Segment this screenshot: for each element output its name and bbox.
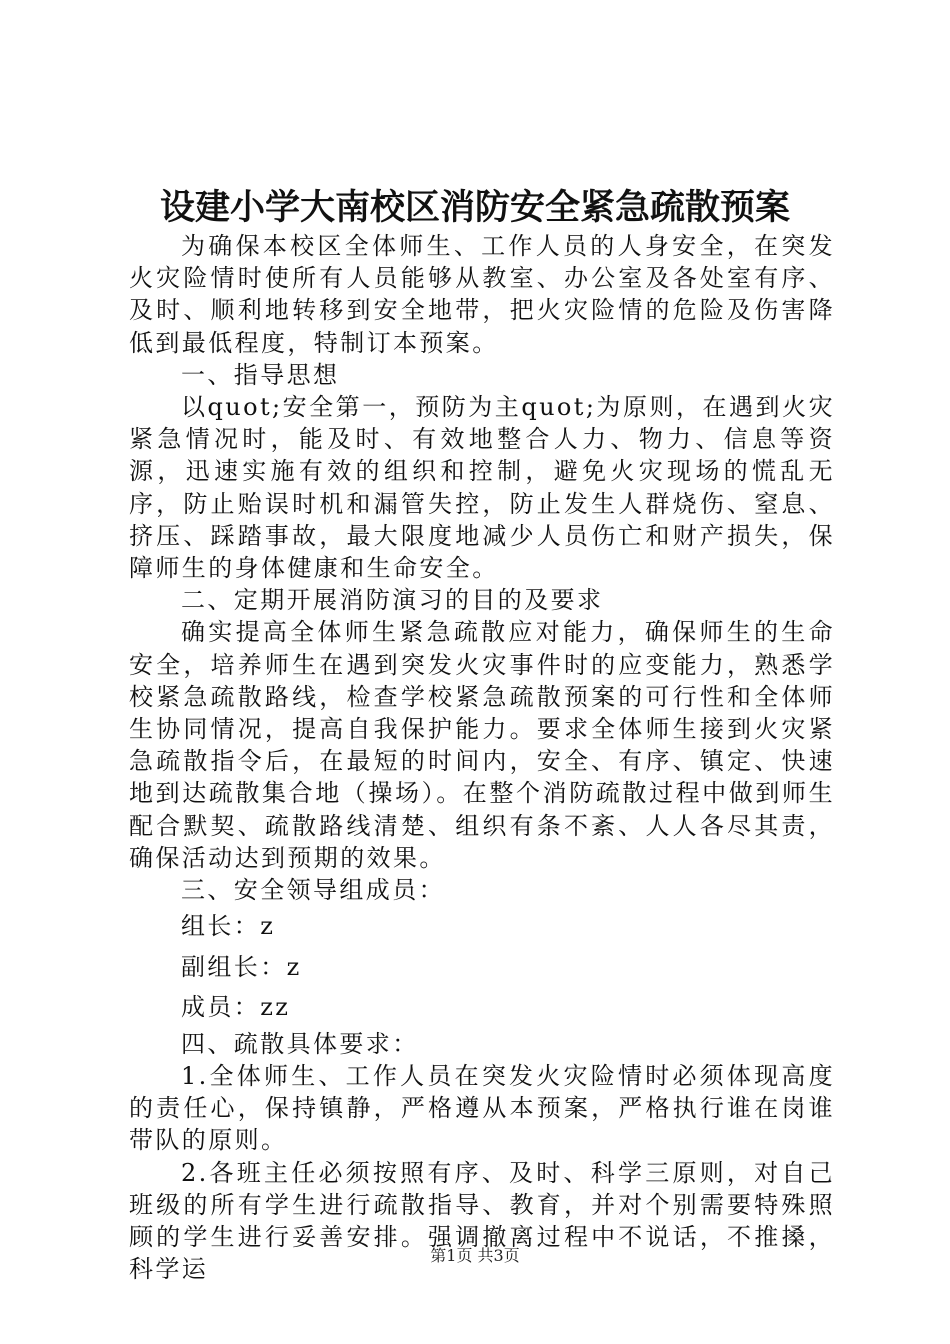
page-footer: 第1页 共3页 xyxy=(430,1246,520,1265)
leader-line: 组长：z xyxy=(181,912,276,941)
document-title: 设建小学大南校区消防安全紧急疏散预案 xyxy=(159,187,790,228)
members-line: 成员：zz xyxy=(181,993,291,1022)
requirement-1-paragraph: 1.全体师生、工作人员在突发火灾险情时必须体现高度的责任心，保持镇静，严格遵从本预案，严格执行谁在岗谁带队的原则。 xyxy=(129,1061,835,1155)
section-heading-drill-purpose: 二、定期开展消防演习的目的及要求 xyxy=(181,586,604,615)
intro-paragraph: 为确保本校区全体师生、工作人员的人身安全，在突发火灾险情时使所有人员能够从教室、办公室及各处室有序、及时、顺利地转移到安全地带，把火灾险情的危险及伤害降低到最低程度，特制订本预案。 xyxy=(129,232,835,357)
section-heading-guiding-principle: 一、指导思想 xyxy=(181,360,340,389)
section-heading-leadership-group: 三、安全领导组成员： xyxy=(181,876,445,905)
guiding-principle-paragraph: 以quot;安全第一，预防为主quot;为原则，在遇到火灾紧急情况时，能及时、有效地整合人力、物力、信息等资源，迅速实施有效的组织和控制，避免火灾现场的慌乱无序，防止贻误时机和漏管失控，防止发生人群烧伤、窒息、挤压、踩踏事故，最大限度地减少人员伤亡和财产损失，保障师生的身体健康和生命安全。 xyxy=(129,393,835,583)
requirement-2-paragraph: 2.各班主任必须按照有序、及时、科学三原则，对自己班级的所有学生进行疏散指导、教育，并对个别需要特殊照顾的学生进行妥善安排。强调撤离过程中不说话，不推搡，科学运 xyxy=(129,1158,835,1284)
drill-purpose-paragraph: 确实提高全体师生紧急疏散应对能力，确保师生的生命安全，培养师生在遇到突发火灾事件时的应变能力，熟悉学校紧急疏散路线，检查学校紧急疏散预案的可行性和全体师生协同情况，提高自我保护能力。要求全体师生接到火灾紧急疏散指令后，在最短的时间内，安全、有序、镇定、快速地到达疏散集合地（操场）。在整个消防疏散过程中做到师生配合默契、疏散路线清楚、组织有条不紊、人人各尽其责，确保活动达到预期的效果。 xyxy=(129,618,835,872)
document-body xyxy=(129,230,835,1285)
section-heading-evacuation-requirements: 四、疏散具体要求： xyxy=(181,1029,419,1058)
deputy-leader-line: 副组长：z xyxy=(181,952,302,981)
